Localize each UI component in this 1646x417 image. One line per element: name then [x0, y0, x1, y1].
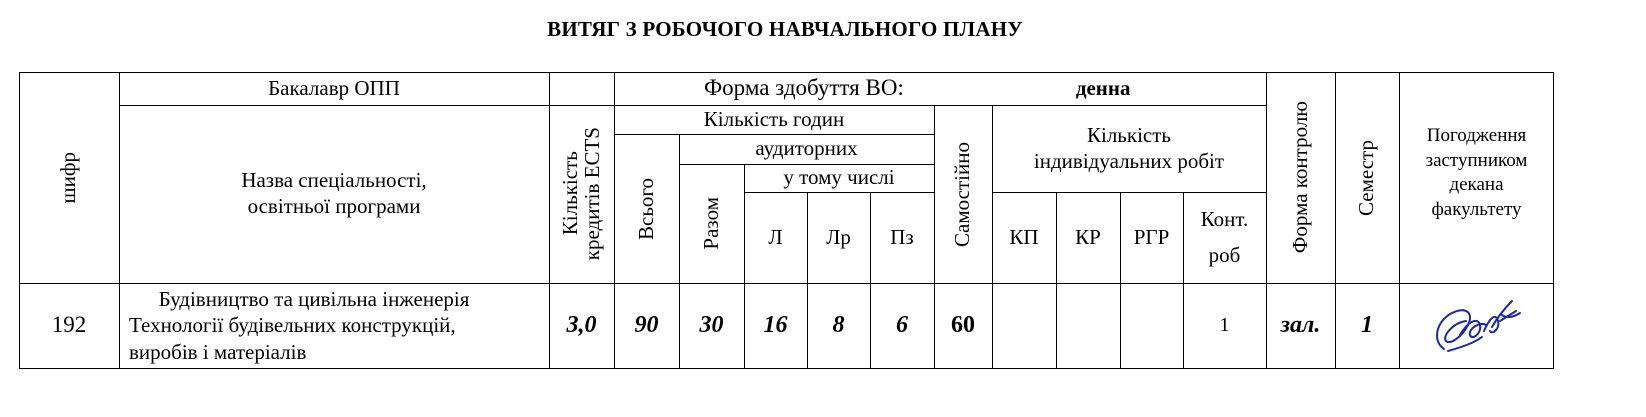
header-hours: Кількість годин — [703, 106, 845, 131]
row-independent: 60 — [951, 311, 975, 338]
header-kp: КП — [1009, 224, 1039, 249]
header-degree: Бакалавр ОПП — [268, 75, 400, 100]
header-specialty-line2: освітньої програми — [247, 194, 421, 218]
row-code: 192 — [51, 312, 87, 338]
header-sum — [679, 164, 744, 283]
header-approval-line4: факультету — [1431, 199, 1522, 221]
row-rgr — [1120, 283, 1183, 368]
row-lectures: 16 — [763, 311, 788, 338]
header-credits-line1: Кількість — [558, 151, 583, 236]
row-name-line3: виробів і матеріалів — [129, 339, 307, 364]
row-name-line1: Будівництво та цивільна інженерія — [158, 287, 470, 312]
header-in-total: у тому числі — [783, 165, 895, 190]
header-credits-text — [559, 127, 603, 260]
header-independent-text: Самостійно — [950, 141, 975, 247]
row-sum: 30 — [699, 311, 724, 338]
row-labs: 8 — [832, 311, 845, 338]
header-approval — [1399, 72, 1554, 283]
header-auditory: аудиторних — [755, 136, 858, 161]
header-sum-text: Разом — [698, 197, 723, 250]
header-kr: КР — [1075, 224, 1101, 249]
header-total — [614, 134, 679, 283]
form-label: Форма здобуття ВО: — [704, 75, 904, 101]
header-control-form — [1266, 72, 1335, 283]
row-semester: 1 — [1361, 311, 1373, 338]
header-approval-line2: заступником — [1425, 149, 1528, 171]
header-credits-line2: кредитів ECTS — [580, 127, 605, 261]
header-code-text: шифр — [56, 151, 81, 204]
row-credits: 3,0 — [566, 311, 597, 338]
signature-image — [1422, 291, 1532, 361]
row-total: 90 — [634, 311, 659, 338]
header-total-text: Всього — [633, 177, 658, 240]
header-approval-line1: Погодження — [1426, 125, 1527, 146]
header-semester-text: Семестр — [1354, 139, 1379, 216]
header-kont-line2: роб — [1208, 242, 1241, 267]
table-border-bottom — [19, 368, 1554, 369]
header-labs: Лр — [826, 224, 851, 249]
header-specialty-line1: Назва спеціальності, — [241, 168, 427, 193]
header-practice: Пз — [890, 224, 914, 249]
form-value: денна — [1075, 75, 1131, 100]
header-individual-line1: Кількість — [1086, 122, 1171, 147]
row-kp — [992, 283, 1056, 368]
header-individual — [992, 105, 1266, 192]
header-kont-line1: Конт. — [1200, 206, 1249, 231]
header-code — [19, 72, 119, 283]
row-control: зал. — [1280, 311, 1321, 338]
header-credits — [549, 105, 614, 283]
curriculum-table — [19, 72, 1554, 369]
header-semester — [1335, 72, 1399, 283]
header-independent — [934, 105, 992, 283]
header-form — [614, 72, 1266, 105]
header-approval-line3: декана — [1449, 174, 1504, 196]
document-title: ВИТЯГ З РОБОЧОГО НАВЧАЛЬНОГО ПЛАНУ — [547, 17, 1023, 41]
row-signature — [1399, 283, 1554, 368]
row-practice: 6 — [896, 311, 908, 338]
row-kr — [1056, 283, 1120, 368]
header-control-form-text: Форма контролю — [1287, 101, 1312, 254]
row-name — [119, 283, 549, 368]
header-kont — [1183, 192, 1266, 283]
row-name-line2: Технології будівельних конструкцій, — [129, 313, 456, 338]
header-lectures: Л — [768, 224, 783, 249]
row-kont: 1 — [1219, 314, 1230, 337]
header-rgr: РГР — [1133, 224, 1170, 249]
header-specialty — [119, 105, 549, 283]
header-individual-line2: індивідуальних робіт — [1033, 148, 1225, 173]
